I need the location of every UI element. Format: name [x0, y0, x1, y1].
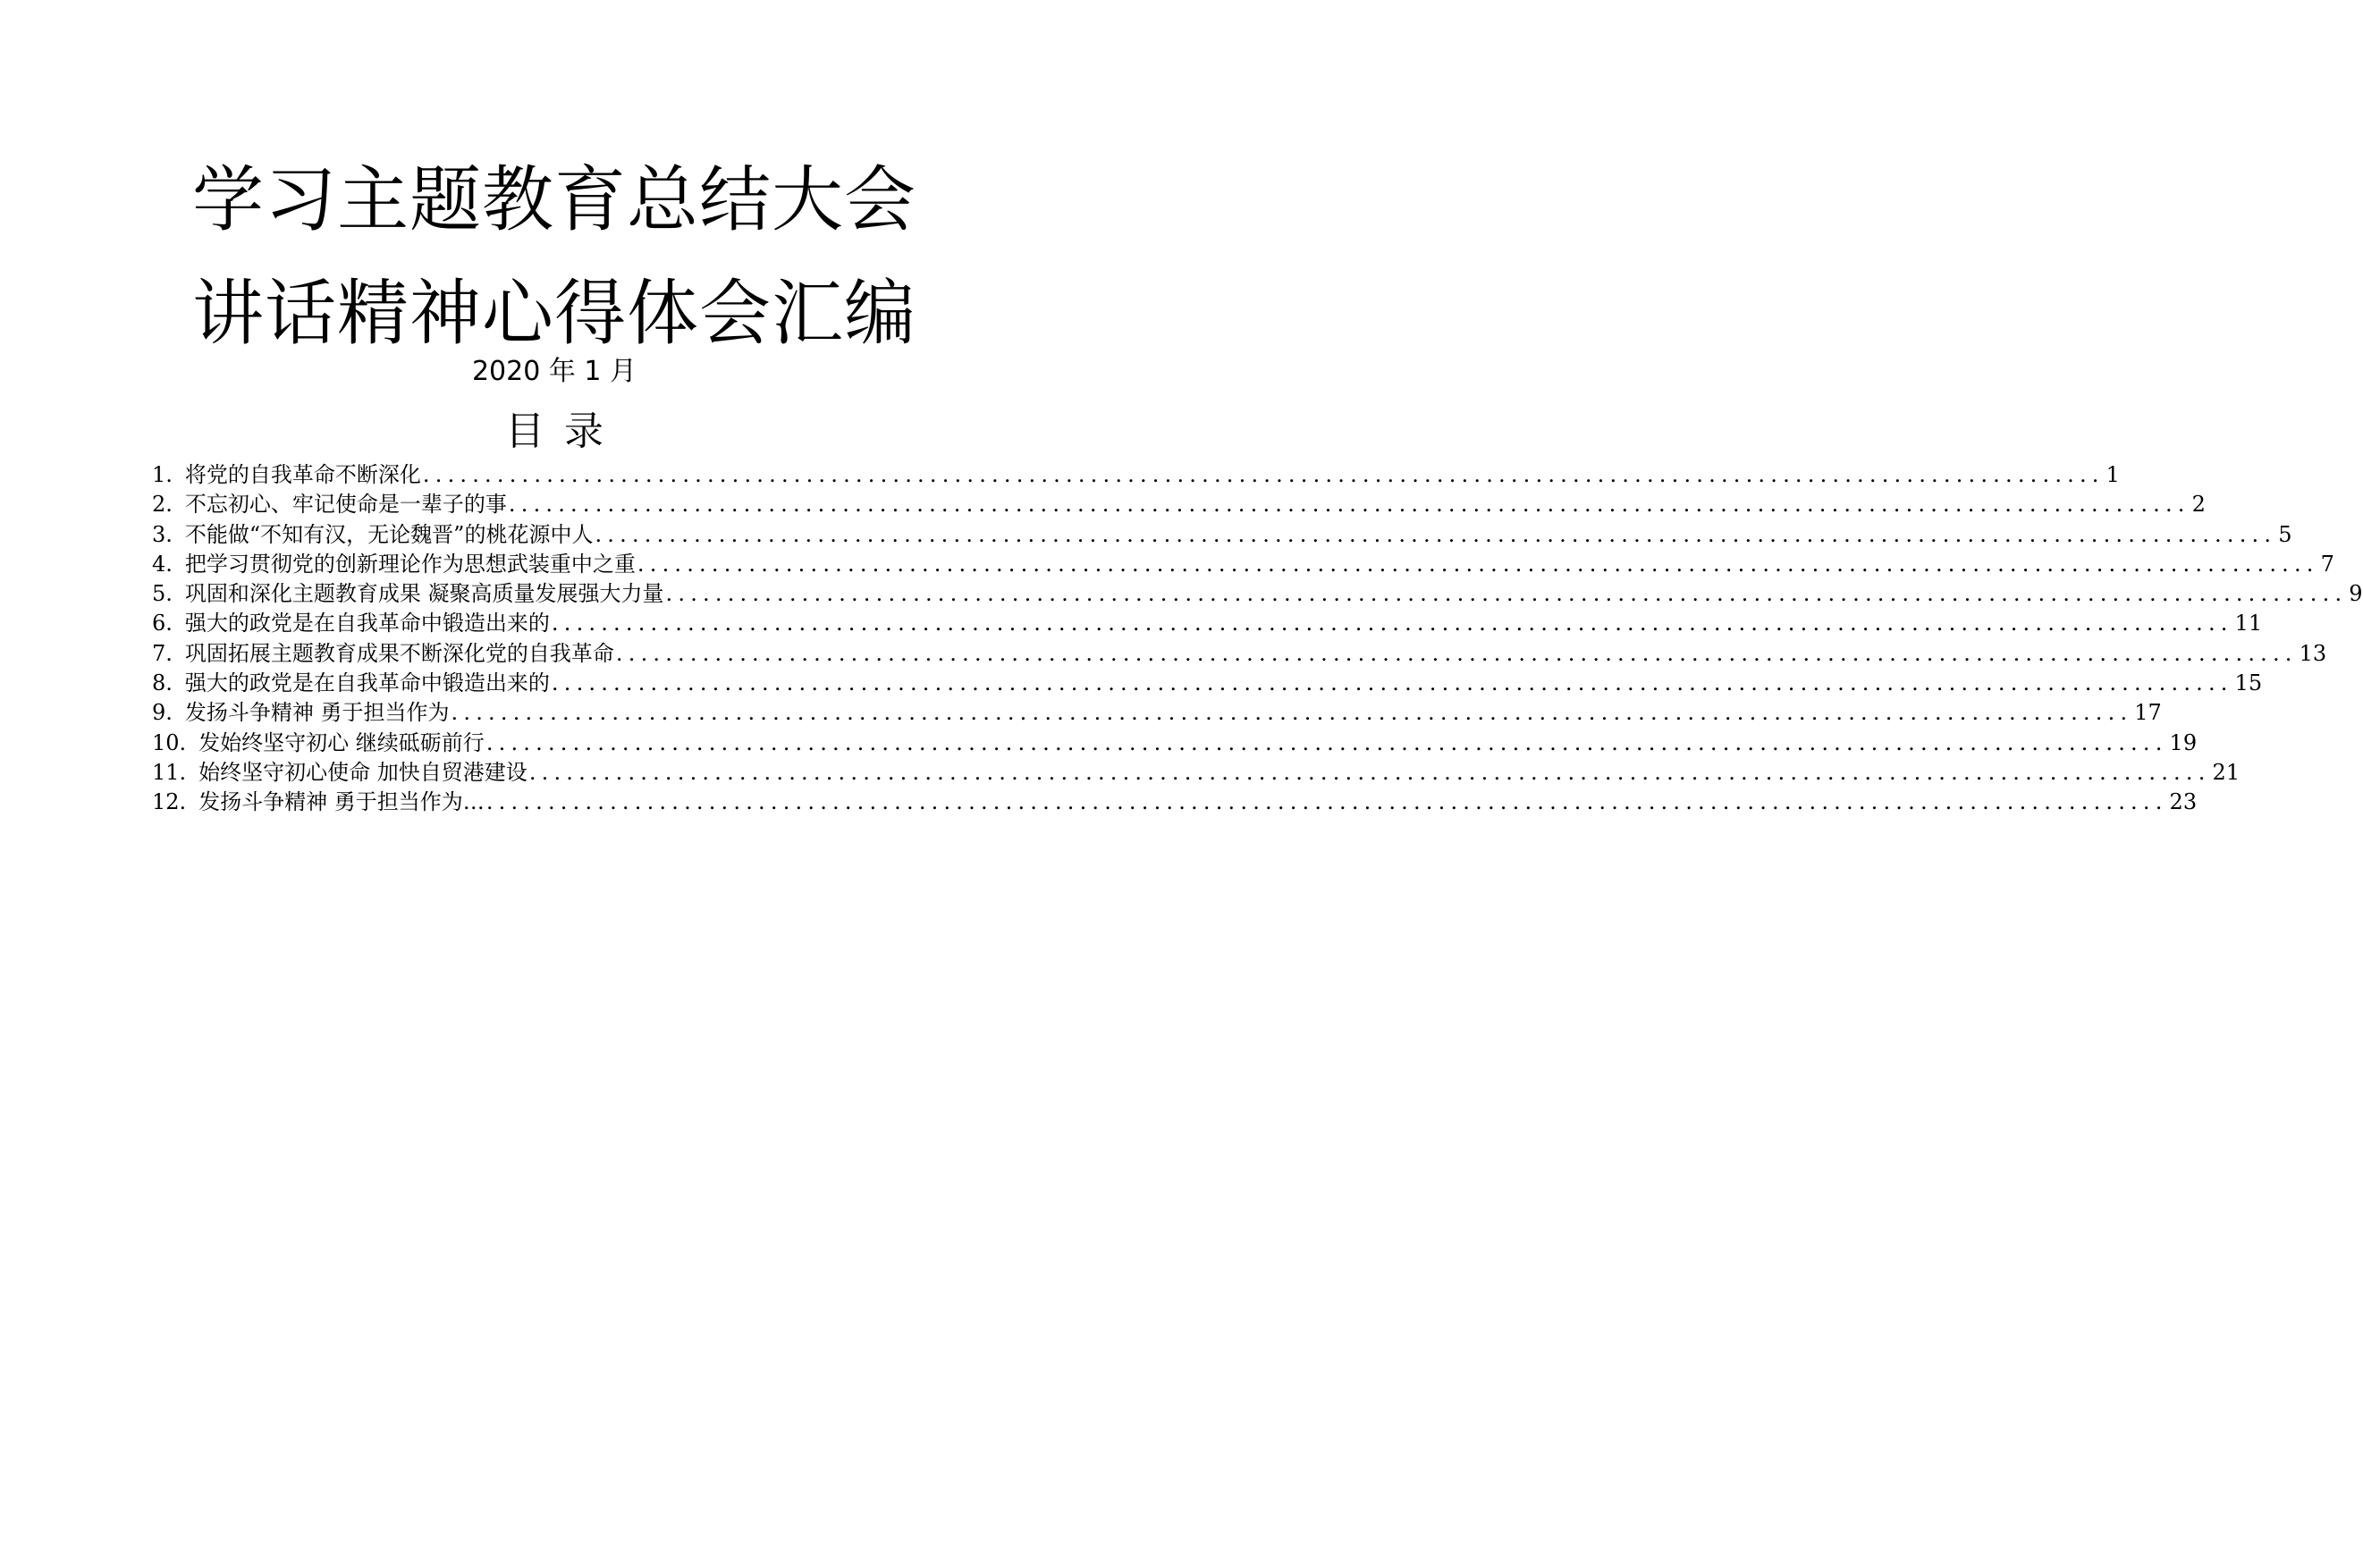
toc-entry-title: 始终坚守初心使命 加快自贸港建设 [198, 759, 527, 785]
toc-entry-title: 不忘初心、牢记使命是一辈子的事 [184, 492, 507, 518]
toc-dot-leader [636, 550, 2319, 579]
toc-dot-leader [664, 579, 2348, 609]
toc-dot-leader [593, 520, 2276, 550]
toc-entry-page-number: 17 [2134, 700, 2162, 726]
toc-entry-page-number: 5 [2278, 521, 2292, 547]
toc-entry-title: 强大的政党是在自我革命中锻造出来的 [184, 611, 550, 636]
document-date: 2020 年 1 月 [471, 356, 637, 387]
document-title-line-2: 讲话精神心得体会汇编 [192, 272, 916, 355]
toc-entry-number: 2. [152, 492, 173, 518]
toc-entry-number: 11. [152, 759, 187, 785]
toc-entry[interactable] [152, 520, 2292, 550]
table-of-contents [152, 460, 2363, 818]
toc-entry-title: 把学习贯彻党的创新理论作为思想武装重中之重 [184, 551, 636, 577]
toc-entry-number: 4. [152, 551, 173, 577]
toc-entry-title: 巩固和深化主题教育成果 凝聚高质量发展强大力量 [184, 581, 664, 607]
toc-dot-leader [550, 609, 2233, 638]
toc-entry-title: 发扬斗争精神 勇于担当作为 [184, 700, 450, 726]
toc-entry-number: 8. [152, 670, 173, 696]
toc-entry-number: 12. [152, 789, 187, 815]
toc-entry-number: 6. [152, 611, 173, 636]
toc-entry-page-number: 1 [2106, 462, 2120, 487]
document-title-line-1: 学习主题教育总结大会 [192, 158, 916, 241]
toc-dot-leader [485, 729, 2168, 758]
toc-entry-number: 9. [152, 700, 173, 726]
toc-dot-leader [421, 460, 2105, 490]
toc-entry-page-number: 23 [2169, 789, 2198, 815]
toc-entry-number: 3. [152, 521, 173, 547]
toc-entry[interactable] [152, 698, 2162, 728]
toc-entry-title: 发扬斗争精神 勇于担当作为… [198, 789, 485, 815]
toc-entry[interactable] [152, 669, 2263, 698]
toc-entry-page-number: 11 [2234, 611, 2263, 636]
toc-entry[interactable] [152, 550, 2334, 579]
toc-entry-page-number: 7 [2320, 551, 2334, 577]
toc-entry-title: 不能做“不知有汉，无论魏晋”的桃花源中人 [184, 521, 594, 547]
toc-dot-leader [614, 639, 2298, 669]
toc-entry[interactable] [152, 609, 2263, 638]
toc-entry[interactable] [152, 758, 2241, 788]
toc-entry-number: 7. [152, 640, 173, 666]
toc-entry-number: 1. [152, 462, 173, 487]
toc-entry[interactable] [152, 729, 2198, 758]
toc-entry[interactable] [152, 490, 2206, 519]
toc-entry[interactable] [152, 460, 2120, 490]
toc-dot-leader [485, 788, 2168, 817]
toc-entry-page-number: 13 [2299, 640, 2327, 666]
toc-entry-page-number: 15 [2234, 670, 2263, 696]
toc-dot-leader [527, 758, 2211, 788]
toc-entry-number: 10. [152, 729, 187, 755]
toc-entry-title: 强大的政党是在自我革命中锻造出来的 [184, 670, 550, 696]
toc-heading: 目录 [505, 409, 623, 454]
toc-dot-leader [450, 698, 2133, 728]
toc-entry-page-number: 21 [2212, 759, 2241, 785]
toc-entry-page-number: 19 [2169, 729, 2198, 755]
toc-dot-leader [550, 669, 2233, 698]
toc-entry[interactable] [152, 639, 2327, 669]
toc-entry-page-number: 2 [2191, 492, 2206, 518]
toc-entry[interactable] [152, 579, 2363, 609]
toc-entry-page-number: 9 [2349, 581, 2363, 607]
toc-entry-number: 5. [152, 581, 173, 607]
toc-entry-title: 发始终坚守初心 继续砥砺前行 [198, 729, 485, 755]
toc-entry-title: 将党的自我革命不断深化 [184, 462, 421, 487]
toc-dot-leader [507, 490, 2190, 519]
toc-entry-title: 巩固拓展主题教育成果不断深化党的自我革命 [184, 640, 614, 666]
toc-entry[interactable] [152, 788, 2198, 817]
